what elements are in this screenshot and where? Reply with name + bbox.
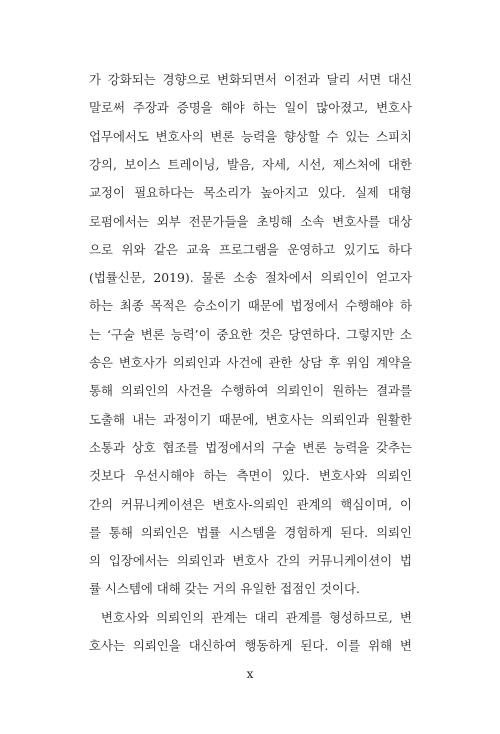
text-line: 것보다 우선시해야 하는 측면이 있다. 변호사와 의뢰인 (89, 468, 412, 484)
text-line: 강의, 보이스 트레이닝, 발음, 자세, 시선, 제스처에 대한 (89, 156, 412, 172)
text-line: 간의 커뮤니케이션은 변호사-의뢰인 관계의 핵심이며, 이 (89, 496, 412, 512)
text-line: 호사는 의뢰인을 대신하여 행동하게 된다. 이를 위해 변 (89, 638, 412, 653)
text-line: 송은 변호사가 의뢰인과 사건에 관한 상담 후 위임 계약을 (89, 355, 412, 370)
text-line: 률 시스템에 대해 갖는 거의 유일한 접점인 것이다. (89, 581, 360, 597)
text-line: 소통과 상호 협조를 법정에서의 구술 변론 능력을 갖추는 (89, 439, 412, 455)
text-line: 가 강화되는 경향으로 변화되면서 이전과 달리 서면 대신 (89, 72, 412, 87)
text-line: 도출해 내는 과정이기 때문에, 변호사는 의뢰인과 원활한 (89, 411, 412, 427)
text-line: 으로 위와 같은 교육 프로그램을 운영하고 있기도 하다 (89, 241, 412, 257)
text-line: 변호사와 의뢰인의 관계는 대리 관계를 형성하므로, 변 (101, 609, 412, 625)
text-line: (법률신문, 2019). 물론 소송 절차에서 의뢰인이 얻고자 (89, 270, 412, 286)
text-line: 말로써 주장과 증명을 해야 하는 일이 많아졌고, 변호사 (89, 100, 412, 116)
text-line: 하는 최종 목적은 승소이기 때문에 법정에서 수행해야 하 (89, 298, 412, 314)
page-number: x (246, 667, 254, 681)
text-line: 업무에서도 변호사의 변론 능력을 향상할 수 있는 스피치 (89, 128, 412, 144)
text-line: 를 통해 의뢰인은 법률 시스템을 경험하게 된다. 의뢰인 (89, 524, 412, 540)
text-line: 는 ‘구술 변론 능력’이 중요한 것은 당연하다. 그렇지만 소 (89, 326, 412, 342)
text-line: 의 입장에서는 의뢰인과 변호사 간의 커뮤니케이션이 법 (89, 553, 412, 569)
text-line: 로펌에서는 외부 전문가들을 초빙해 소속 변호사를 대상 (89, 213, 412, 229)
text-line: 교정이 필요하다는 목소리가 높아지고 있다. 실제 대형 (89, 185, 412, 201)
text-line: 통해 의뢰인의 사건을 수행하여 의뢰인이 원하는 결과를 (89, 383, 412, 399)
